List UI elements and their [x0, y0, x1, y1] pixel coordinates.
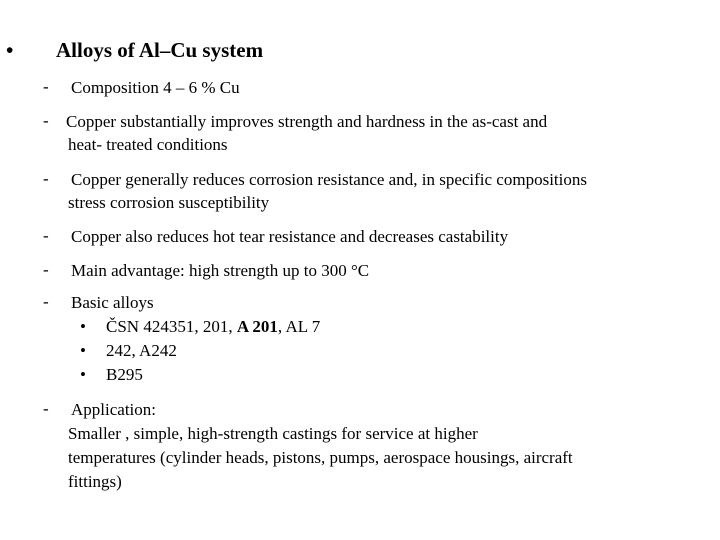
- sub-bullet: •: [80, 317, 86, 336]
- item-corrosion-line-1: Copper generally reduces corrosion resistance and, in specific compositions: [71, 170, 587, 189]
- item-dash: -: [43, 399, 49, 418]
- sub-item-242: 242, A242: [106, 341, 177, 360]
- sub-item-csn-bold: A 201: [236, 317, 278, 336]
- item-application-label: Application:: [71, 400, 156, 419]
- item-hot-tear: Copper also reduces hot tear resistance and decreases castability: [71, 227, 509, 246]
- item-dash: -: [43, 77, 49, 96]
- item-basic-alloys: Basic alloys: [71, 293, 154, 312]
- slide-title: Alloys of Al–Cu system: [56, 38, 264, 62]
- item-strength-line-2: heat- treated conditions: [68, 135, 228, 154]
- sub-item-csn: [106, 316, 320, 338]
- sub-item-csn-text: ČSN 424351, 201,: [106, 317, 237, 336]
- item-application-line-2: temperatures (cylinder heads, pistons, pumps, aerospace housings, aircraft: [68, 448, 573, 467]
- item-corrosion-line-2: stress corrosion susceptibility: [68, 193, 270, 212]
- item-application-line-1: Smaller , simple, high-strength castings for service at higher: [68, 424, 478, 443]
- item-composition: Composition 4 – 6 % Cu: [71, 78, 240, 97]
- item-dash: -: [43, 226, 49, 245]
- heading-bullet: •: [6, 38, 14, 62]
- item-application-line-3: fittings): [68, 472, 122, 491]
- sub-bullet: •: [80, 341, 86, 360]
- item-dash: -: [43, 111, 49, 130]
- item-dash: -: [43, 169, 49, 188]
- item-strength-line-1: Copper substantially improves strength and hardness in the as-cast and: [66, 112, 548, 131]
- item-dash: -: [43, 260, 49, 279]
- sub-item-csn-tail: , AL 7: [277, 317, 321, 336]
- sub-item-b295: B295: [106, 365, 143, 384]
- sub-bullet: •: [80, 365, 86, 384]
- item-dash: -: [43, 292, 49, 311]
- item-main-advantage: Main advantage: high strength up to 300 °C: [71, 261, 370, 280]
